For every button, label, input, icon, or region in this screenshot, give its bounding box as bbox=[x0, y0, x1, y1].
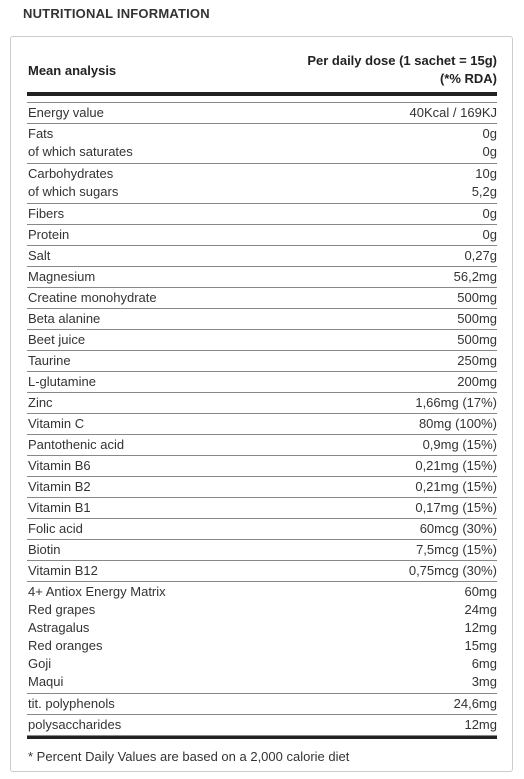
nutrient-name: Taurine bbox=[28, 353, 71, 368]
nutrient-name: L-glutamine bbox=[28, 374, 96, 389]
nutrient-name: Magnesium bbox=[28, 269, 96, 284]
nutrient-value-cell bbox=[464, 247, 497, 265]
nutrient-name-cell bbox=[28, 247, 50, 265]
nutrient-name: Vitamin C bbox=[28, 416, 85, 431]
nutrient-value: 0,17mg (15%) bbox=[415, 500, 497, 515]
nutrient-name: tit. polyphenols bbox=[28, 696, 115, 711]
nutrient-value: 0,75mcg (30%) bbox=[408, 563, 497, 578]
table-row bbox=[27, 267, 497, 288]
table-row bbox=[27, 477, 497, 498]
nutrient-value: 500mg bbox=[457, 332, 497, 347]
nutrient-name-cell bbox=[28, 289, 157, 307]
nutrient-name: 4+ Antiox Energy Matrix bbox=[28, 584, 166, 599]
footnote: * Percent Daily Values are based on a 2,000 calorie diet bbox=[27, 736, 497, 764]
nutrient-name: Beet juice bbox=[28, 332, 86, 347]
table-row bbox=[27, 435, 497, 456]
nutrient-name-cell bbox=[28, 125, 133, 161]
table-row bbox=[27, 414, 497, 435]
nutrient-value-cell bbox=[464, 583, 497, 691]
nutrient-name-cell bbox=[28, 331, 85, 349]
nutrient-name: of which sugars bbox=[28, 184, 119, 199]
header-dose-line: Per daily dose (1 sachet = 15g) bbox=[307, 53, 497, 68]
nutrient-value-cell bbox=[457, 352, 497, 370]
nutrient-name: Energy value bbox=[28, 105, 104, 120]
nutrient-value: 5,2g bbox=[471, 184, 497, 199]
nutrient-name-cell bbox=[28, 695, 115, 713]
nutrient-value-cell bbox=[415, 499, 497, 517]
nutrient-value: 0,9mg (15%) bbox=[422, 437, 497, 452]
nutrient-name-cell bbox=[28, 352, 71, 370]
nutrient-name: Vitamin B1 bbox=[28, 500, 91, 515]
nutrient-name-cell bbox=[28, 478, 91, 496]
nutrient-value: 3mg bbox=[471, 674, 497, 689]
nutrient-name: Pantothenic acid bbox=[28, 437, 125, 452]
nutrient-name-cell bbox=[28, 165, 118, 201]
table-row bbox=[27, 498, 497, 519]
table-row bbox=[27, 246, 497, 267]
nutrient-name: Salt bbox=[28, 248, 51, 263]
nutrient-name-cell bbox=[28, 226, 69, 244]
nutrient-value-cell bbox=[415, 457, 497, 475]
nutrient-value: 0g bbox=[482, 206, 497, 221]
table-row bbox=[27, 309, 497, 330]
nutrient-name-cell bbox=[28, 499, 91, 517]
table-row bbox=[27, 372, 497, 393]
nutrient-value: 80mg (100%) bbox=[418, 416, 497, 431]
nutrient-value: 0g bbox=[482, 227, 497, 242]
nutrient-name: Carbohydrates bbox=[28, 166, 114, 181]
table-row bbox=[27, 393, 497, 414]
table-row bbox=[27, 694, 497, 715]
nutrient-value: 0,27g bbox=[464, 248, 497, 263]
nutrient-value-cell bbox=[457, 310, 497, 328]
nutrient-name: Protein bbox=[28, 227, 70, 242]
nutrient-value-cell bbox=[457, 289, 497, 307]
nutrient-name-cell bbox=[28, 562, 98, 580]
nutrient-value-cell bbox=[457, 373, 497, 391]
nutrient-name-cell bbox=[28, 520, 83, 538]
nutrient-name: Astragalus bbox=[28, 620, 90, 635]
nutrient-name-cell bbox=[28, 436, 124, 454]
nutrient-value-cell bbox=[454, 695, 497, 713]
nutrient-value: 60mg bbox=[464, 584, 497, 599]
nutrient-value: 56,2mg bbox=[453, 269, 497, 284]
nutrient-value: 250mg bbox=[457, 353, 497, 368]
table-row bbox=[27, 103, 497, 124]
nutrient-name-cell bbox=[28, 394, 53, 412]
nutrient-value: 12mg bbox=[464, 620, 497, 635]
nutrient-value-cell bbox=[415, 478, 497, 496]
nutrient-value-cell bbox=[483, 205, 497, 223]
nutrient-name-cell bbox=[28, 268, 95, 286]
header-rda-line: (*% RDA) bbox=[439, 71, 497, 86]
nutrient-value: 500mg bbox=[457, 311, 497, 326]
nutrient-name-cell bbox=[28, 310, 100, 328]
table-body bbox=[27, 103, 497, 736]
table-header bbox=[27, 48, 497, 96]
nutrient-name: Red oranges bbox=[28, 638, 103, 653]
nutrient-value-cell bbox=[420, 520, 497, 538]
nutrient-value: 200mg bbox=[457, 374, 497, 389]
table-row bbox=[27, 351, 497, 372]
nutrient-value: 24,6mg bbox=[453, 696, 497, 711]
nutrient-value: 7,5mcg (15%) bbox=[416, 542, 497, 557]
nutrient-name: polysaccharides bbox=[28, 717, 122, 732]
nutrient-name: Creatine monohydrate bbox=[28, 290, 157, 305]
table-row bbox=[27, 456, 497, 477]
nutrient-name: Goji bbox=[28, 656, 52, 671]
nutrient-value: 10g bbox=[475, 166, 497, 181]
nutrient-name: Fats bbox=[28, 126, 54, 141]
nutrient-name-cell bbox=[28, 373, 96, 391]
nutrient-value-cell bbox=[464, 716, 497, 734]
nutrient-name: Vitamin B12 bbox=[28, 563, 98, 578]
nutrient-value: 15mg bbox=[464, 638, 497, 653]
nutrient-value: 1,66mg (17%) bbox=[415, 395, 497, 410]
nutrient-value-cell bbox=[419, 415, 497, 433]
nutrient-value: 0,21mg (15%) bbox=[415, 479, 497, 494]
nutrition-panel bbox=[10, 36, 513, 772]
nutrient-value: 60mcg (30%) bbox=[419, 521, 497, 536]
table-row bbox=[27, 561, 497, 582]
nutrient-name: Biotin bbox=[28, 542, 61, 557]
nutrient-value-cell bbox=[483, 226, 497, 244]
table-row bbox=[27, 204, 497, 225]
header-spacer bbox=[27, 96, 497, 103]
nutrient-value: 12mg bbox=[464, 717, 497, 732]
table-row bbox=[27, 164, 497, 204]
table-row bbox=[27, 330, 497, 351]
nutrient-name: Zinc bbox=[28, 395, 53, 410]
table-row bbox=[27, 124, 497, 164]
nutrient-value-cell bbox=[410, 104, 497, 122]
nutrient-value-cell bbox=[472, 165, 497, 201]
table-row bbox=[27, 715, 497, 736]
nutrient-value: 6mg bbox=[471, 656, 497, 671]
page-heading: NUTRITIONAL INFORMATION bbox=[23, 6, 210, 21]
nutrient-value-cell bbox=[454, 268, 497, 286]
nutrient-value-cell bbox=[416, 541, 497, 559]
nutrient-name-cell bbox=[28, 104, 104, 122]
nutrient-name: Fibers bbox=[28, 206, 65, 221]
nutrient-name: Maqui bbox=[28, 674, 64, 689]
nutrient-name-cell bbox=[28, 541, 61, 559]
nutrient-name: Folic acid bbox=[28, 521, 83, 536]
nutrient-value: 40Kcal / 169KJ bbox=[409, 105, 497, 120]
nutrient-value-cell bbox=[423, 436, 497, 454]
nutrient-name: Beta alanine bbox=[28, 311, 101, 326]
nutrient-name-cell bbox=[28, 205, 64, 223]
table-row bbox=[27, 225, 497, 246]
nutrient-value: 0,21mg (15%) bbox=[415, 458, 497, 473]
nutrient-value-cell bbox=[415, 394, 497, 412]
nutrient-name: Red grapes bbox=[28, 602, 96, 617]
nutrient-value-cell bbox=[483, 125, 497, 161]
nutrient-name: Vitamin B6 bbox=[28, 458, 91, 473]
nutrient-value-cell bbox=[457, 331, 497, 349]
nutrition-table bbox=[27, 48, 497, 764]
table-row bbox=[27, 540, 497, 561]
table-row bbox=[27, 519, 497, 540]
header-per-daily-dose bbox=[307, 52, 497, 88]
nutrient-value: 0g bbox=[482, 126, 497, 141]
header-mean-analysis: Mean analysis bbox=[28, 62, 117, 78]
table-row bbox=[27, 582, 497, 694]
nutrient-value: 0g bbox=[482, 144, 497, 159]
nutrient-value-cell bbox=[409, 562, 497, 580]
table-row bbox=[27, 288, 497, 309]
nutrient-name-cell bbox=[28, 457, 91, 475]
nutrient-name: Vitamin B2 bbox=[28, 479, 91, 494]
nutrient-name: of which saturates bbox=[28, 144, 133, 159]
nutrient-value: 24mg bbox=[464, 602, 497, 617]
nutrient-value: 500mg bbox=[457, 290, 497, 305]
nutrient-name-cell bbox=[28, 716, 121, 734]
nutrient-name-cell bbox=[28, 583, 166, 691]
nutrient-name-cell bbox=[28, 415, 84, 433]
